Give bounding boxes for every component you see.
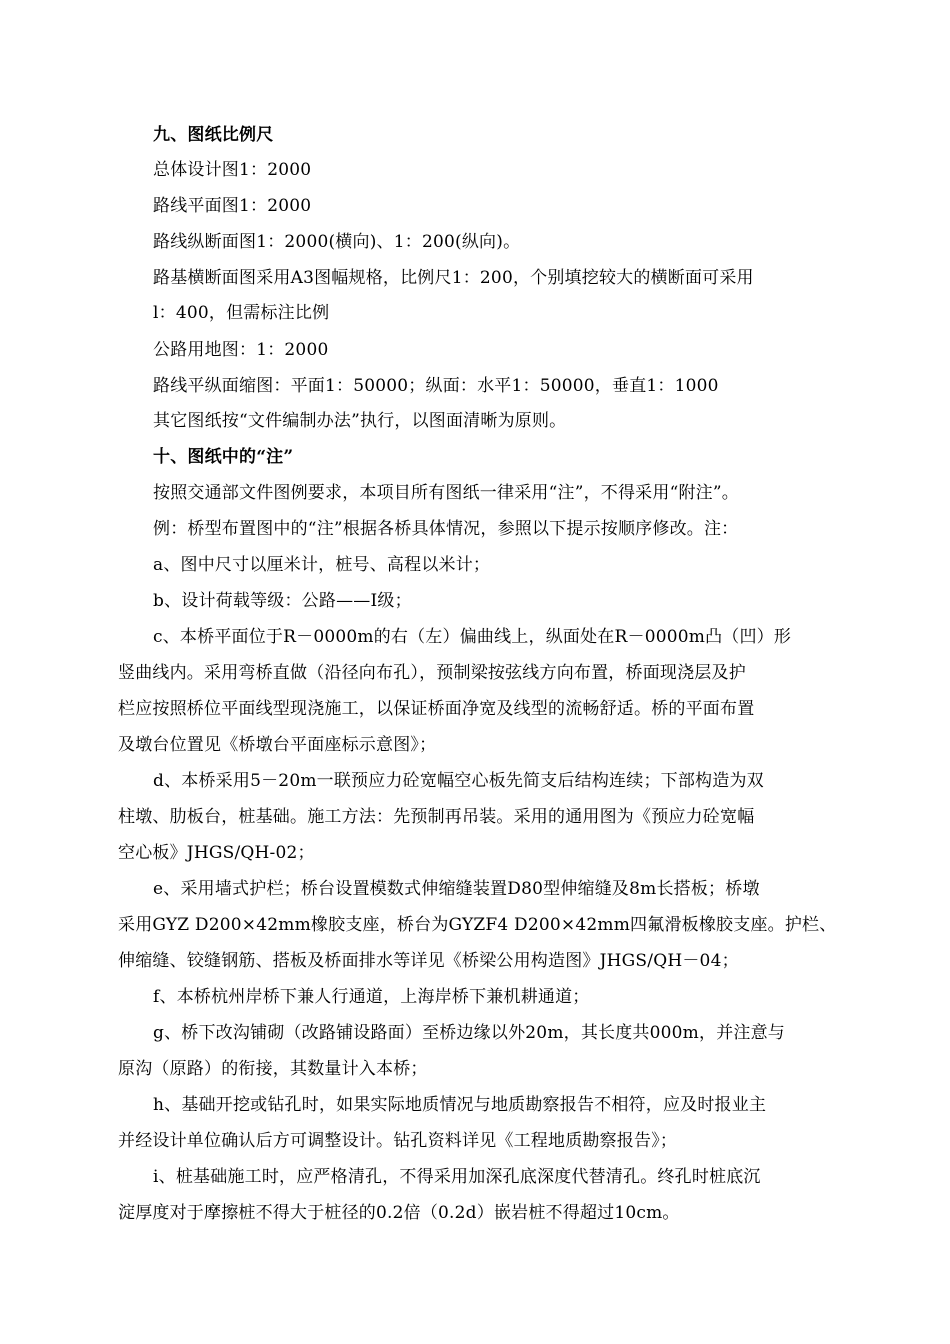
text-line: 总体设计图1：2000 [153,160,312,180]
paragraph-c-line: c、本桥平面位于R－0000m的右（左）偏曲线上，纵面处在R－0000m凸（凹）形 [153,627,792,647]
paragraph-f-line: f、本桥杭州岸桥下兼人行通道，上海岸桥下兼机耕通道； [153,987,590,1007]
paragraph-c-line: 及墩台位置见《桥墩台平面座标示意图》； [118,735,437,755]
paragraph-c-line: 栏应按照桥位平面线型现浇施工，以保证桥面净宽及线型的流畅舒适。桥的平面布置 [118,699,755,719]
text-line: 例：桥型布置图中的“注”根据各桥具体情况，参照以下提示按顺序修改。注： [153,519,739,539]
text-line: 公路用地图：1：2000 [153,340,329,360]
text-line: a、图中尺寸以厘米计，桩号、高程以米计； [153,555,491,575]
paragraph-d-line: d、本桥采用5－20m一联预应力砼宽幅空心板先简支后结构连续；下部构造为双 [153,771,764,791]
paragraph-h-line: h、基础开挖或钻孔时，如果实际地质情况与地质勘察报告不相符，应及时报业主 [153,1095,767,1115]
paragraph-c-line: 竖曲线内。采用弯桥直做（沿径向布孔），预制梁按弦线方向布置，桥面现浇层及护 [118,663,746,683]
text-line: 其它图纸按“文件编制办法”执行，以图面清晰为原则。 [153,411,567,431]
text-line: 路线平纵面缩图：平面1：50000；纵面：水平1：50000，垂直1：1000 [153,376,719,396]
text-line: 路基横断面图采用A3图幅规格，比例尺1：200，个别填挖较大的横断面可采用 [153,268,754,288]
text-line: b、设计荷载等级：公路——Ⅰ级； [153,591,412,611]
paragraph-e-line: 伸缩缝、铰缝钢筋、搭板及桥面排水等详见《桥梁公用构造图》JHGS/QH－04； [118,951,739,971]
section-10-heading: 十、图纸中的“注” [153,447,294,467]
section-9-heading: 九、图纸比例尺 [153,125,274,145]
text-line: 按照交通部文件图例要求，本项目所有图纸一律采用“注”，不得采用“附注”。 [153,483,739,503]
paragraph-d-line: 柱墩、肋板台，桩基础。施工方法：先预制再吊装。采用的通用图为《预应力砼宽幅 [118,807,755,827]
paragraph-e-line: e、采用墙式护栏；桥台设置模数式伸缩缝装置D80型伸缩缝及8m长搭板；桥墩 [153,879,760,899]
paragraph-d-line: 空心板》JHGS/QH-02； [118,843,315,863]
paragraph-g-line: g、桥下改沟铺砌（改路铺设路面）至桥边缘以外20m，其长度共000m，并注意与 [153,1023,786,1043]
paragraph-e-line: 采用GYZ D200×42mm橡胶支座，桥台为GYZF4 D200×42mm四氟滑板橡胶支座。护栏、 [118,915,837,935]
text-line: l：400，但需标注比例 [153,303,330,323]
paragraph-h-line: 并经设计单位确认后方可调整设计。钻孔资料详见《工程地质勘察报告》； [118,1131,678,1151]
paragraph-i-line: 淀厚度对于摩擦桩不得大于桩径的0.2倍（0.2d）嵌岩桩不得超过10cm。 [118,1203,680,1223]
text-line: 路线平面图1：2000 [153,196,312,216]
paragraph-i-line: i、桩基础施工时，应严格清孔，不得采用加深孔底深度代替清孔。终孔时桩底沉 [153,1167,761,1187]
paragraph-g-line: 原沟（原路）的衔接，其数量计入本桥； [118,1059,428,1079]
text-line: 路线纵断面图1：2000(横向)、1：200(纵向)。 [153,232,521,252]
